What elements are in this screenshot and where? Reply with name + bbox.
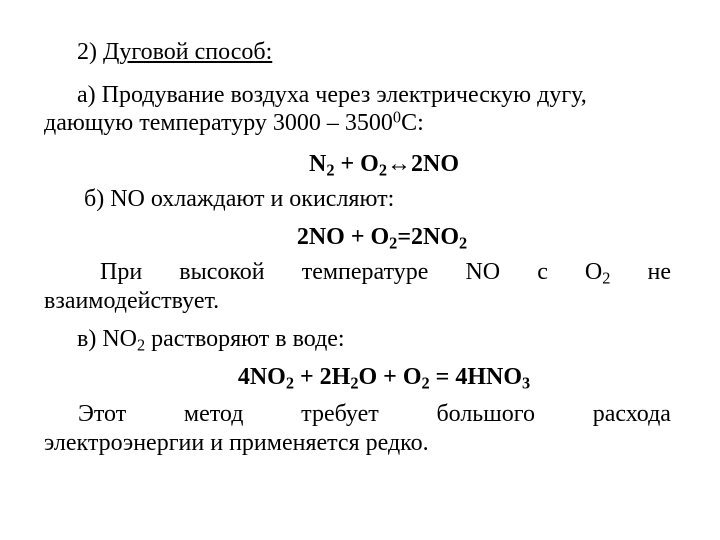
item-c-text: растворяют в воде: [145, 326, 345, 352]
note-word-o2 [585, 258, 611, 286]
note-line-1 [100, 258, 671, 286]
item-b: б) NO охлаждают и окисляют: [84, 186, 395, 212]
eq3-part: O + O [358, 364, 422, 390]
eq1-sub: 2 [326, 160, 335, 180]
eq3-sub: 2 [421, 373, 430, 393]
conclusion-line-1 [78, 400, 671, 428]
eq3-part: 4NO [237, 364, 286, 390]
section-number: 2) [77, 39, 103, 65]
eq3-part: + 2H [293, 364, 351, 390]
note-word: При [100, 259, 143, 285]
note-o-sub: 2 [602, 268, 611, 288]
item-c-text: в) NO [77, 326, 137, 352]
note-word: температуре [301, 259, 429, 285]
eq1-part: N [309, 151, 327, 177]
section-title: Дуговой способ: [103, 39, 273, 65]
item-a-unit: С: [401, 110, 424, 136]
item-a-text: дающую температуру 3000 – 3500 [44, 110, 393, 136]
item-c [77, 325, 704, 353]
conclusion-word: Этот [78, 401, 127, 427]
eq3-sub: 2 [285, 373, 294, 393]
note-o: O [584, 259, 603, 285]
conclusion-word: большого [436, 401, 535, 427]
note-word: не [647, 259, 671, 285]
equation-3 [24, 363, 720, 391]
note-word: NO [465, 259, 501, 285]
eq2-part: =2NO [397, 224, 460, 250]
eq3-sub: 2 [350, 373, 359, 393]
section-heading [77, 38, 704, 66]
eq1-part: + O [334, 151, 379, 177]
note-line-2: взаимодействует. [44, 288, 220, 314]
eq2-sub: 2 [459, 233, 468, 253]
equation-1 [24, 150, 720, 178]
eq2-part: 2NO + O [296, 224, 390, 250]
equation-2 [22, 223, 720, 251]
item-a-superscript: 0 [392, 107, 402, 127]
note-word: высокой [179, 259, 265, 285]
item-c-sub: 2 [137, 335, 146, 355]
conclusion-word: расхода [592, 401, 671, 427]
conclusion-word: метод [183, 401, 244, 427]
eq1-part: ↔2NO [387, 151, 459, 177]
conclusion-word: требует [301, 401, 379, 427]
note-word: с [537, 259, 548, 285]
item-a-line-2 [44, 109, 671, 137]
item-a-line-1: а) Продувание воздуха через электрическую дугу, [77, 82, 587, 108]
eq2-sub: 2 [389, 233, 398, 253]
eq1-sub: 2 [378, 160, 387, 180]
conclusion-line-2: электроэнергии и применяется редко. [44, 430, 429, 456]
eq3-part: = 4HNO [429, 364, 522, 390]
eq3-sub: 3 [522, 373, 531, 393]
